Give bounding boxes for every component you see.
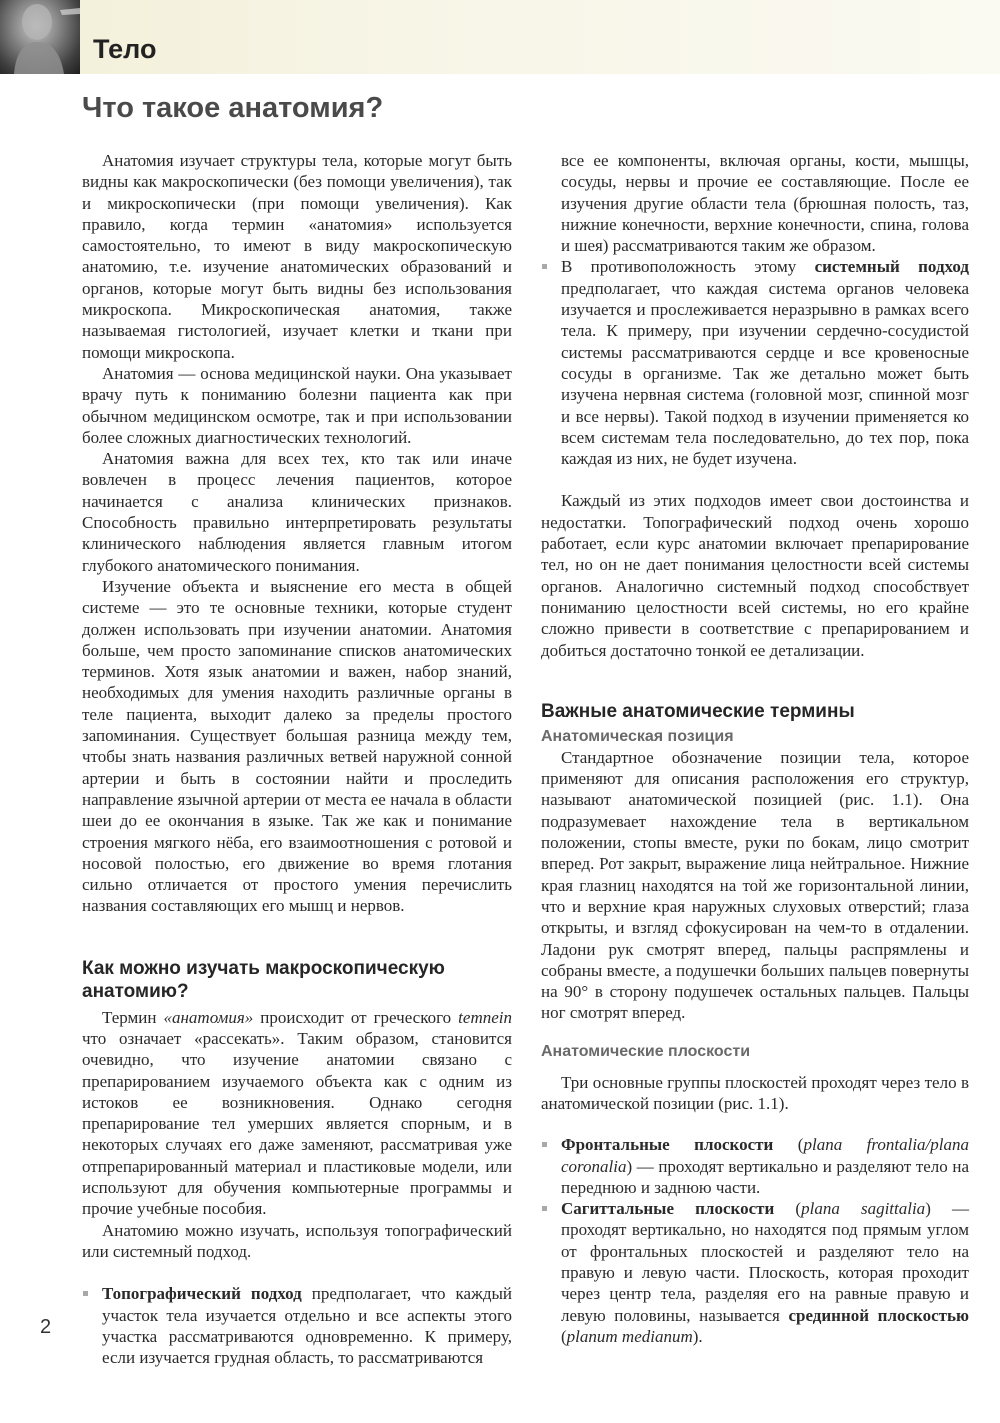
bullet-icon <box>83 1291 88 1296</box>
subheading-anatomical-position: Анатомическая позиция <box>541 727 734 745</box>
paragraph: Изучение объекта и выяснение его места в общей системе — это те основные техники, которые студент должен использовать при изучении анатомии. Анатомия больше, чем просто запоминание списков анатомических терминов. Хотя язык анатомии и важен, набор знаний, необходимых для умения находить различные органы в теле пациента, выходит далеко за пределы простого запоминания. Существует большая разница между тем, чтобы знать названия различных ветвей наружной сонной артерии и быть в состоянии найти и проследить направление язычной артерии от места ее начала в области шеи до ее окончания в языке. Так же как и понимание строения мягкого нёба, его взаимоотношения с ротовой и носовой полостью, его движение во время глотания сильно отличается от простого умения перечислить названия составляющих его мышц и нервов. <box>82 576 512 916</box>
paragraph: Анатомия важна для всех тех, кто так или иначе вовлечен в процесс лечения пациентов, которое начинается с анализа клинических признаков. Способность правильно интерпретировать результаты клинического наблюдения является главным итогом глубокого анатомического понимания. <box>82 449 512 575</box>
page-title: Что такое анатомия? <box>82 92 384 124</box>
list-item: Сагиттальные плоскости (plana sagittalia) — проходят вертикально, но находятся под прямым углом от фронтальных плоскостей и разделяют тело на правую и левую части. Плоскость, которая проходит через центр тела, разделяя его на равные правую и левую половины, называется срединной плоскостью (planum medianum). <box>541 1198 969 1347</box>
bullet-icon <box>542 1206 547 1211</box>
paragraph: Анатомия — основа медицинской науки. Она указывает врачу путь к пониманию болезни пациента как при обычном медицинском осмотре, так и при использовании более сложных диагностических технологий. <box>82 363 512 447</box>
paragraph: Три основные группы плоскостей проходят через тело в анатомической позиции (рис. 1.1). <box>541 1072 969 1113</box>
heading-how-to-study: Как можно изучать макроскопическую анатомию? <box>82 957 445 1002</box>
bullet-icon <box>542 1142 547 1147</box>
list-item: Фронтальные плоскости (plana frontalia/plana coronalia) — проходят вертикально и разделяют тело на переднюю и заднюю части. <box>541 1134 969 1198</box>
list-item-continued: все ее компоненты, включая органы, кости, мышцы, сосуды, нервы и прочие ее составляющие. После ее изучения другие области тела (брюшная полость, таз, нижние конечности, верхние конечности, спина, голова и шея) рассматриваются таким же образом. <box>561 151 969 256</box>
section-title: Тело <box>93 34 157 64</box>
list-item: В противоположность этому системный подход предполагает, что каждая система органов человека изучается и прослеживается неразрывно в рамках всего тела. К примеру, при изучении сердечно-сосудистой системы рассматриваются сердце и все кровеносные сосуды в организме. Так же детально может быть изучена нервная система (головной мозг, спинной мозг и все нервы). Такой подход в изучении применяется ко всем системам тела последовательно, до тех пор, пока каждая из них, не будет изучена. <box>541 256 969 469</box>
bullet-icon <box>542 264 547 269</box>
subheading-anatomical-planes: Анатомические плоскости <box>541 1042 751 1060</box>
left-column <box>82 150 512 1368</box>
page-number: 2 <box>40 1316 52 1338</box>
paragraph: Каждый из этих подходов имеет свои достоинства и недостатки. Топографический подход очень хорошо работает, если курс анатомии включает препарирование тел, но он не дает понимания целостности всей системы органов. Аналогично системный подход способствует пониманию целостности всей системы, но его крайне сложно привести в соответствие с препарированием и добиться достаточно тонкой ее детализации. <box>541 491 969 660</box>
list-item: Топографический подход предполагает, что каждый участок тела изучается отдельно и все аспекты этого участка рассматриваются одновременно. К примеру, если изучается грудная область, то рассматриваются <box>82 1283 512 1368</box>
paragraph: Термин «анатомия» происходит от греческого temnein что означает «рассекать». Таким образом, становится очевидно, что изучение анатомии связано с препарированием изучаемого объекта как с одним из истоков ее возникновения. Однако сегодня препарирование тел умерших является спорным, и в некоторых случаях его даже заменяют, рассматривая уже отпрепарированный материал и пластиковые модели, или используют для обучения компьютерные программы и прочие учебные пособия. <box>82 1007 512 1219</box>
paragraph: Стандартное обозначение позиции тела, которое применяют для описания расположения его структур, называют анатомической позицией (рис. 1.1). Она подразумевает нахождение тела в вертикальном положении, стопы вместе, руки по бокам, лицо смотрит вперед. Рот закрыт, выражение лица нейтральное. Нижние края глазниц находятся на той же горизонтальной линии, что и верхние края наружных слуховых отверстий; глаза открыты, и взгляд сфокусирован на чем-то в отдалении. Ладони рук смотрят вперед, пальцы распрямлены и собраны вместе, а подушечки больших пальцев повернуты на 90° в сторону подушечек остальных пальцев. Пальцы ног смотрят вперед. <box>541 747 969 1023</box>
right-column <box>541 150 969 1347</box>
anatomy-figure-icon <box>0 0 80 74</box>
paragraph: Анатомия изучает структуры тела, которые могут быть видны как макроскопически (без помощи увеличения), так и микроскопически (при помощи увеличения). Как правило, когда термин «анатомия» используется самостоятельно, то имеют в виду макроскопическую анатомию, т.е. изучение анатомических образований и органов, которые могут быть видны без использования микроскопа. Микроскопическая анатомия, также называемая гистологией, изучает клетки и ткани при помощи микроскопа. <box>82 151 512 362</box>
heading-important-terms: Важные анатомические термины <box>541 700 855 722</box>
paragraph: Анатомию можно изучать, используя топографический или системный подход. <box>82 1220 512 1261</box>
